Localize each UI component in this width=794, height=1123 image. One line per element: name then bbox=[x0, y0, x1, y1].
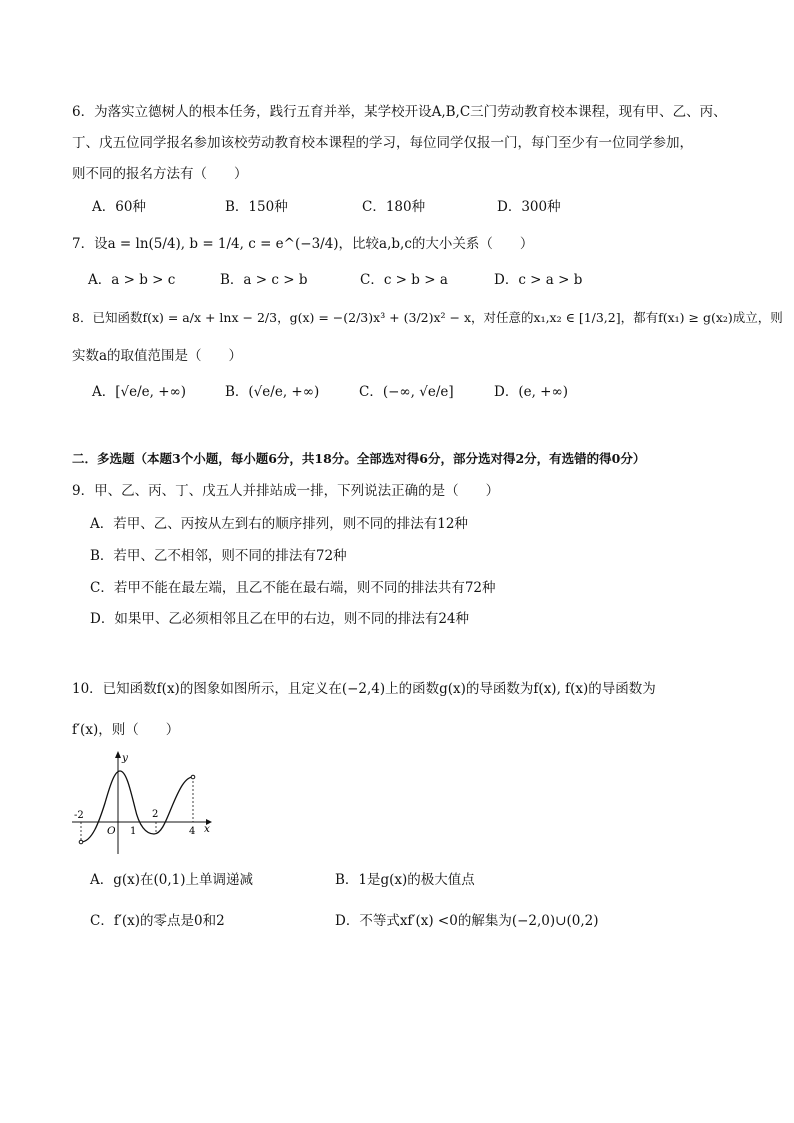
q9-option-c: C．若甲不能在最左端，且乙不能在最右端，则不同的排法共有72种 bbox=[90, 580, 496, 596]
q10-option-c: C．f′(x)的零点是0和2 bbox=[90, 913, 225, 929]
right-endpoint bbox=[191, 775, 195, 779]
q7-option-c: C．c > b > a bbox=[360, 272, 448, 288]
q9-stem: 9．甲、乙、丙、丁、戊五人并排站成一排，下列说法正确的是（ ） bbox=[72, 483, 500, 499]
label-4: 4 bbox=[189, 826, 196, 837]
left-endpoint bbox=[79, 840, 83, 844]
function-curve bbox=[81, 771, 196, 842]
q8-option-d: D．(e, +∞) bbox=[494, 384, 568, 400]
q6-option-b: B．150种 bbox=[225, 199, 288, 215]
q6-line-3: 则不同的报名方法有（ ） bbox=[72, 166, 248, 182]
q7-option-a: A．a > b > c bbox=[88, 272, 176, 288]
q9-option-a: A．若甲、乙、丙按从左到右的顺序排列，则不同的排法有12种 bbox=[90, 516, 468, 532]
q10-line-1: 10．已知函数f(x)的图象如图所示，且定义在(−2,4)上的函数g(x)的导函数为f(x), f(x)的导函数为 bbox=[72, 681, 656, 697]
q6-option-d: D．300种 bbox=[497, 199, 561, 215]
q8-option-c: C．(−∞, √e/e] bbox=[359, 384, 454, 400]
q9-option-d: D．如果甲、乙必须相邻且乙在甲的右边，则不同的排法有24种 bbox=[90, 611, 470, 627]
q8-option-b: B．(√e/e, +∞) bbox=[225, 384, 320, 400]
q7-option-d: D．c > a > b bbox=[494, 272, 583, 288]
label-y: y bbox=[122, 752, 128, 764]
q7-option-b: B．a > c > b bbox=[220, 272, 308, 288]
section-2-heading: 二．多选题（本题3个小题，每小题6分，共18分。全部选对得6分，部分选对得2分，有选错的得0分） bbox=[72, 451, 646, 466]
label-neg2: -2 bbox=[74, 810, 84, 821]
y-axis-arrow bbox=[115, 751, 121, 758]
q10-option-d: D．不等式xf′(x) <0的解集为(−2,0)∪(0,2) bbox=[335, 913, 599, 929]
q8-option-a: A．[√e/e, +∞) bbox=[92, 384, 187, 400]
q10-option-a: A．g(x)在(0,1)上单调递减 bbox=[90, 872, 254, 888]
q9-option-b: B．若甲、乙不相邻，则不同的排法有72种 bbox=[90, 548, 347, 564]
function-graph bbox=[72, 748, 217, 856]
label-1: 1 bbox=[130, 826, 137, 837]
q10-line-2: f′(x)，则（ ） bbox=[72, 722, 180, 738]
label-x: x bbox=[204, 823, 210, 835]
q8-line-1: 8．已知函数f(x) = a/x + lnx − 2/3，g(x) = −(2/3)x³ + (3/2)x² − x，对任意的x₁,x₂ ∈ [1/3,2]，都有f(x₁) ≥ g(x₂)成立，则 bbox=[72, 310, 783, 325]
q6-line-2: 丁、戊五位同学报名参加该校劳动教育校本课程的学习，每位同学仅报一门，每门至少有一位同学参加， bbox=[72, 135, 693, 151]
q6-option-a: A．60种 bbox=[92, 199, 146, 215]
label-origin: O bbox=[107, 825, 116, 837]
q7-stem: 7．设a = ln(5/4), b = 1/4, c = e^(−3/4)，比较a,b,c的大小关系（ ） bbox=[72, 236, 534, 252]
label-2: 2 bbox=[152, 809, 159, 820]
q6-option-c: C．180种 bbox=[362, 199, 426, 215]
q6-line-1: 6．为落实立德树人的根本任务，践行五育并举，某学校开设A,B,C三门劳动教育校本课程，现有甲、乙、丙、 bbox=[72, 104, 727, 120]
q10-option-b: B．1是g(x)的极大值点 bbox=[335, 872, 475, 888]
q8-line-2: 实数a的取值范围是（ ） bbox=[72, 348, 243, 364]
